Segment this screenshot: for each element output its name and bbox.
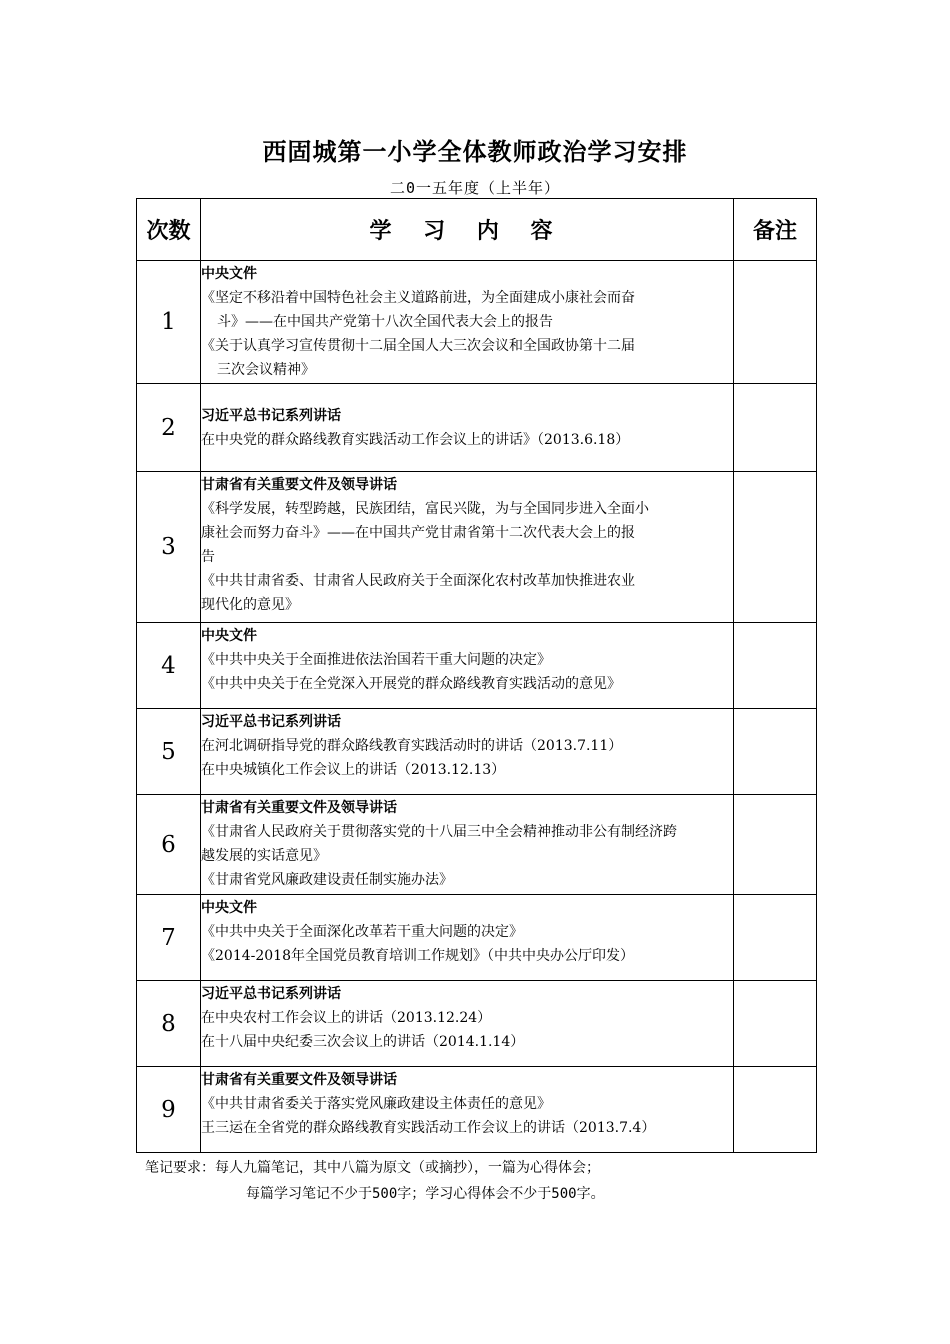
table-row [137, 981, 817, 1067]
note-cell [734, 384, 817, 472]
content-line: 《关于认真学习宣传贯彻十二届全国人大三次会议和全国政协第十二届 [201, 338, 635, 354]
session-number: 1 [137, 261, 201, 384]
content-line: 《中共甘肃省委关于落实党风廉政建设主体责任的意见》 [201, 1096, 551, 1112]
session-number: 3 [137, 472, 201, 623]
session-number: 2 [137, 384, 201, 472]
content-line: 康社会而努力奋斗》——在中国共产党甘肃省第十二次代表大会上的报 [201, 525, 635, 541]
header-content: 学 习 内 容 [201, 199, 734, 261]
study-content-cell [201, 709, 734, 795]
note-cell [734, 623, 817, 709]
content-line: 王三运在全省党的群众路线教育实践活动工作会议上的讲话（2013.7.4） [201, 1120, 656, 1136]
note-cell [734, 795, 817, 895]
content-category: 中央文件 [201, 266, 257, 282]
content-line: 《中共甘肃省委、甘肃省人民政府关于全面深化农村改革加快推进农业 [201, 573, 635, 589]
content-line: 《中共中央关于在全党深入开展党的群众路线教育实践活动的意见》 [201, 676, 621, 692]
header-note: 备注 [734, 199, 817, 261]
content-category: 习近平总书记系列讲话 [201, 714, 341, 730]
note-cell [734, 472, 817, 623]
session-number: 5 [137, 709, 201, 795]
study-content-cell [201, 795, 734, 895]
table-row [137, 1067, 817, 1153]
study-content-cell [201, 472, 734, 623]
study-content-cell [201, 623, 734, 709]
content-line: 《2014-2018年全国党员教育培训工作规划》（中共中央办公厅印发） [201, 948, 634, 964]
session-number: 9 [137, 1067, 201, 1153]
note-cell [734, 709, 817, 795]
study-content-cell [201, 261, 734, 384]
page-title: 西固城第一小学全体教师政治学习安排 [262, 138, 688, 166]
note-cell [734, 1067, 817, 1153]
content-line: 《甘肃省人民政府关于贯彻落实党的十八届三中全会精神推动非公有制经济跨 [201, 824, 677, 840]
note-cell [734, 261, 817, 384]
table-row [137, 623, 817, 709]
content-line: 《甘肃省党风廉政建设责任制实施办法》 [201, 872, 453, 888]
content-line: 在中央城镇化工作会议上的讲话（2013.12.13） [201, 762, 506, 778]
study-schedule-table [136, 198, 817, 1153]
content-line: 在十八届中央纪委三次会议上的讲话（2014.1.14） [201, 1034, 525, 1050]
session-number: 4 [137, 623, 201, 709]
table-row [137, 795, 817, 895]
study-content-cell [201, 981, 734, 1067]
note-requirement-line-1: 笔记要求：每人九篇笔记，其中八篇为原文（或摘抄），一篇为心得体会； [145, 1160, 600, 1176]
table-row [137, 709, 817, 795]
session-number: 7 [137, 895, 201, 981]
content-line: 在中央农村工作会议上的讲话（2013.12.24） [201, 1010, 492, 1026]
content-line: 《中共中央关于全面推进依法治国若干重大问题的决定》 [201, 652, 551, 668]
note-cell [734, 981, 817, 1067]
content-line: 现代化的意见》 [201, 597, 299, 613]
content-category: 甘肃省有关重要文件及领导讲话 [201, 800, 397, 816]
content-category: 习近平总书记系列讲话 [201, 986, 341, 1002]
content-category: 中央文件 [201, 628, 257, 644]
session-number: 6 [137, 795, 201, 895]
content-category: 甘肃省有关重要文件及领导讲话 [201, 1072, 397, 1088]
content-line: 斗》——在中国共产党第十八次全国代表大会上的报告 [217, 314, 553, 330]
note-requirement-line-2: 每篇学习笔记不少于500字；学习心得体会不少于500字。 [246, 1186, 605, 1202]
content-category: 中央文件 [201, 900, 257, 916]
study-content-cell [201, 384, 734, 472]
study-content-cell [201, 1067, 734, 1153]
table-row [137, 472, 817, 623]
page-subtitle: 二0一五年度（上半年） [389, 179, 561, 197]
content-line: 告 [201, 549, 215, 565]
content-category: 习近平总书记系列讲话 [201, 408, 341, 424]
content-line: 《中共中央关于全面深化改革若干重大问题的决定》 [201, 924, 523, 940]
note-cell [734, 895, 817, 981]
header-num: 次数 [137, 199, 201, 261]
table-row [137, 261, 817, 384]
content-line: 《坚定不移沿着中国特色社会主义道路前进，为全面建成小康社会而奋 [201, 290, 635, 306]
table-row [137, 895, 817, 981]
session-number: 8 [137, 981, 201, 1067]
content-line: 在河北调研指导党的群众路线教育实践活动时的讲话（2013.7.11） [201, 738, 623, 754]
content-category: 甘肃省有关重要文件及领导讲话 [201, 477, 397, 493]
table-row [137, 384, 817, 472]
content-line: 三次会议精神》 [217, 362, 315, 378]
content-line: 越发展的实话意见》 [201, 848, 327, 864]
table-header-row [137, 199, 817, 261]
content-line: 在中央党的群众路线教育实践活动工作会议上的讲话》（2013.6.18） [201, 432, 630, 448]
content-line: 《科学发展，转型跨越，民族团结，富民兴陇，为与全国同步进入全面小 [201, 501, 649, 517]
study-content-cell [201, 895, 734, 981]
